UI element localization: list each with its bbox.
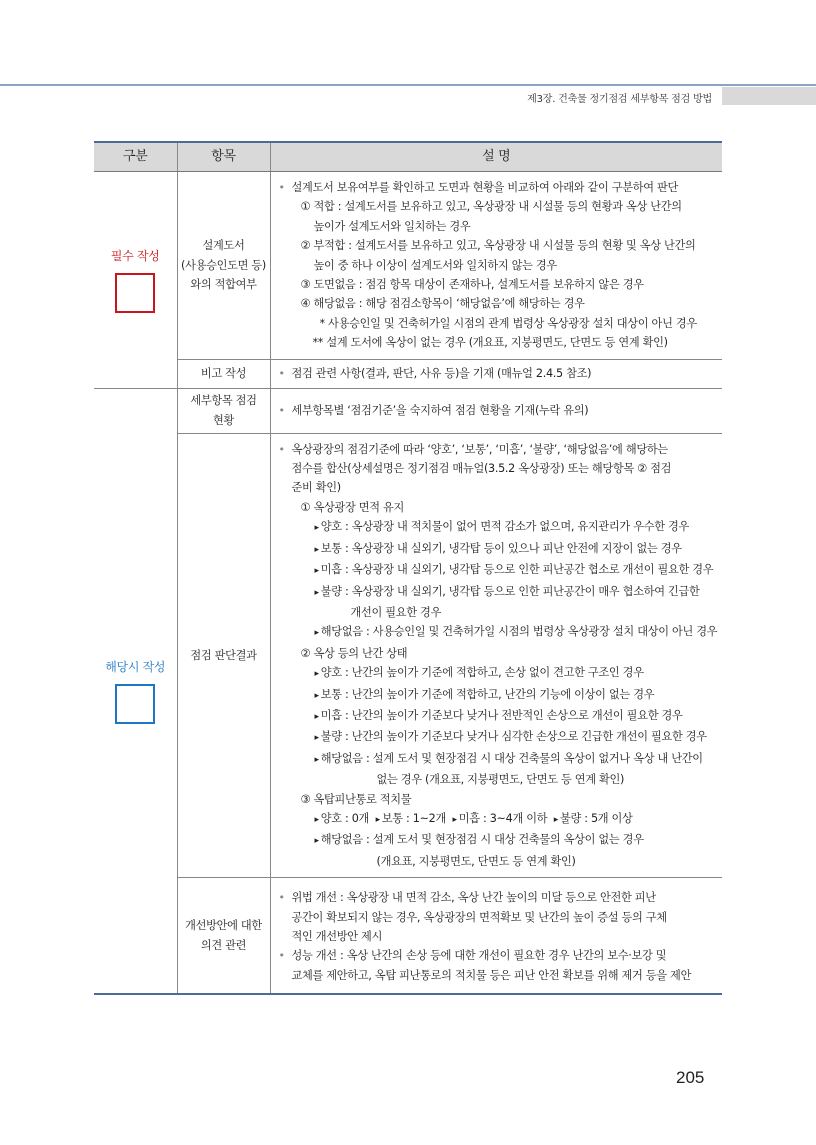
desc-line: 양호 : 난간의 높이가 기준에 적합하고, 손상 없이 견고한 구조인 경우 — [320, 666, 644, 680]
required-checkbox[interactable] — [115, 273, 155, 313]
desc-line: ④ 해당없음 : 해당 점검소항목이 ‘해당없음’에 해당하는 경우 — [300, 297, 585, 311]
desc-line: 보통 : 옥상광장 내 실외기, 냉각탑 등이 있으나 피난 안전에 지장이 없는 경우 — [320, 541, 682, 555]
item-line: (사용승인도면 등) — [181, 258, 266, 272]
section-title: ② 옥상 등의 난간 상태 — [300, 646, 408, 660]
table-row — [94, 388, 722, 433]
arrow-icon: ▸ — [553, 814, 558, 825]
desc-note: ** 설계 도서에 옥상이 없는 경우 (개요표, 지붕평면도, 단면도 등 연계 확인) — [312, 336, 668, 350]
arrow-icon: ▸ — [314, 628, 319, 639]
inspection-table — [94, 141, 722, 995]
desc-line: 해당없음 : 설계 도서 및 현장점검 시 대상 건축물의 옥상이 없는 경우 — [320, 833, 644, 847]
item-line: 현황 — [212, 413, 234, 427]
item-line: 설계도서 — [202, 239, 245, 253]
arrow-icon: ▸ — [314, 754, 319, 765]
desc-line: 점수를 합산(상세설명은 정기점검 매뉴얼(3.5.2 옥상광장) 또는 해당항목 ② 점검 — [291, 462, 672, 476]
scale-good: 양호 : 0개 — [320, 811, 370, 825]
table-row — [94, 359, 722, 388]
arrow-icon: ▸ — [452, 814, 457, 825]
page-number: 205 — [676, 1068, 705, 1087]
desc-line: 불량 : 옥상광장 내 실외기, 냉각탑 등으로 인한 피난공간이 매우 협소하여 긴급한 — [320, 584, 700, 598]
desc-line: 준비 확인) — [291, 481, 341, 495]
desc-note: * 사용승인일 및 건축허가일 시점의 관계 법령상 옥상광장 설치 대상이 아닌 경우 — [319, 316, 697, 330]
item-line: 개선방안에 대한 — [185, 919, 262, 933]
item-remarks: 비고 작성 — [177, 359, 270, 388]
desc-line: • 설계도서 보유여부를 확인하고 도면과 현황을 비교하여 아래와 같이 구분하여 판단 — [279, 178, 719, 197]
arrow-icon: ▸ — [314, 544, 319, 555]
desc-line: 해당없음 : 설계 도서 및 현장점검 시 대상 건축물의 옥상이 없거나 옥상 내 난간이 — [320, 751, 703, 765]
table-row — [94, 878, 722, 995]
item-line: 세부항목 점검 — [190, 394, 257, 408]
desc-line: 적인 개선방안 제시 — [291, 930, 383, 943]
arrow-icon: ▸ — [314, 566, 319, 577]
desc-line: • 세부항목별 ‘점검기준’을 숙지하여 점검 현황을 기재(누락 유의) — [279, 401, 719, 420]
section-title: ① 옥상광장 면적 유지 — [300, 500, 405, 514]
desc-line: ③ 도면없음 : 점검 항목 대상이 존재하나, 설계도서를 보유하지 않은 경우 — [300, 278, 644, 292]
arrow-icon: ▸ — [314, 733, 319, 744]
desc-line: 미흡 : 난간의 높이가 기준보다 낮거나 전반적인 손상으로 개선이 필요한 경우 — [320, 708, 683, 722]
scale-poor: 미흡 : 3~4개 이하 — [458, 811, 548, 825]
item-improvement — [177, 878, 270, 995]
desc-line: • 점검 관련 사항(결과, 판단, 사유 등)을 기재 (매뉴얼 2.4.5 참조) — [279, 364, 719, 383]
desc-line: 불량 : 난간의 높이가 기준보다 낮거나 심각한 손상으로 긴급한 개선이 필요한 경우 — [320, 730, 707, 744]
description-improvement — [270, 878, 722, 995]
item-line: 의견 관련 — [200, 938, 247, 952]
arrow-icon: ▸ — [314, 836, 319, 847]
item-design-docs — [177, 172, 270, 360]
arrow-icon: ▸ — [314, 523, 319, 534]
group-required — [94, 172, 177, 389]
desc-line: • 성능 개선 : 옥상 난간의 손상 등에 대한 개선이 필요한 경우 난간의 보수·보강 및 — [279, 946, 719, 965]
item-line: 와의 적합여부 — [190, 278, 257, 292]
desc-line: 교체를 제안하고, 옥탑 피난통로의 적치물 등은 피난 안전 확보를 위해 제거 등을 제안 — [291, 968, 692, 982]
optional-label: 해당시 작성 — [105, 660, 166, 675]
desc-line: • 위법 개선 : 옥상광장 내 면적 감소, 옥상 난간 높이의 미달 등으로 안전한 피난 — [279, 888, 719, 907]
desc-line: 높이 중 하나 이상이 설계도서와 일치하지 않는 경우 — [313, 258, 557, 272]
description-design-docs — [270, 172, 722, 360]
scale-line — [279, 809, 719, 830]
desc-line: 공간이 확보되지 않는 경우, 옥상광장의 면적확보 및 난간의 높이 증설 등의 구체 — [291, 910, 667, 924]
chapter-header — [0, 87, 816, 105]
optional-checkbox[interactable] — [115, 684, 155, 724]
arrow-icon: ▸ — [314, 711, 319, 722]
desc-line: ② 부적합 : 설계도서를 보유하고 있고, 옥상광장 내 시설물 등의 현황 및 옥상 난간의 — [300, 239, 696, 253]
desc-line: (개요표, 지붕평면도, 단면도 등 연계 확인) — [376, 854, 576, 868]
desc-line: 미흡 : 옥상광장 내 실외기, 냉각탑 등으로 인한 피난공간 협소로 개선이 필요한 경우 — [320, 563, 714, 577]
header-description: 설 명 — [270, 142, 722, 172]
desc-line: 개선이 필요한 경우 — [350, 605, 442, 619]
desc-line: 보통 : 난간의 높이가 기준에 적합하고, 난간의 기능에 이상이 없는 경우 — [320, 687, 655, 701]
group-optional — [94, 388, 177, 994]
desc-line: 없는 경우 (개요표, 지붕평면도, 단면도 등 연계 확인) — [376, 773, 625, 787]
item-result: 점검 판단결과 — [177, 433, 270, 878]
top-rule — [0, 84, 816, 86]
desc-line: ① 적합 : 설계도서를 보유하고 있고, 옥상광장 내 시설물 등의 현황과 옥상 난간의 — [300, 200, 682, 214]
item-status — [177, 388, 270, 433]
arrow-icon: ▸ — [375, 814, 380, 825]
arrow-icon: ▸ — [314, 587, 319, 598]
desc-line: 높이가 설계도서와 일치하는 경우 — [313, 219, 471, 233]
table-row — [94, 433, 722, 878]
header-item: 항목 — [177, 142, 270, 172]
arrow-icon: ▸ — [314, 690, 319, 701]
desc-line: • 옥상광장의 점검기준에 따라 ‘양호’, ‘보통’, ‘미흡’, ‘불량’, ‘해당없음’에 해당하는 — [279, 440, 719, 459]
table-row — [94, 172, 722, 360]
description-result — [270, 433, 722, 878]
scale-bad: 불량 : 5개 이상 — [559, 811, 633, 825]
description-status — [270, 388, 722, 433]
desc-line: 해당없음 : 사용승인일 및 건축허가일 시점의 법령상 옥상광장 설치 대상이 아닌 경우 — [320, 625, 718, 639]
required-label: 필수 작성 — [110, 249, 160, 264]
arrow-icon: ▸ — [314, 669, 319, 680]
table-header-row — [94, 142, 722, 172]
chapter-tab-bar — [722, 87, 816, 105]
scale-normal: 보통 : 1~2개 — [381, 811, 446, 825]
chapter-title: 제3장. 건축물 정기점검 세부항목 점검 방법 — [527, 94, 712, 105]
description-remarks — [270, 359, 722, 388]
header-category: 구분 — [94, 142, 177, 172]
arrow-icon: ▸ — [314, 814, 319, 825]
section-title: ③ 옥탑피난통로 적치물 — [300, 792, 412, 806]
desc-line: 양호 : 옥상광장 내 적치물이 없어 면적 감소가 없으며, 유지관리가 우수한 경우 — [320, 520, 689, 534]
